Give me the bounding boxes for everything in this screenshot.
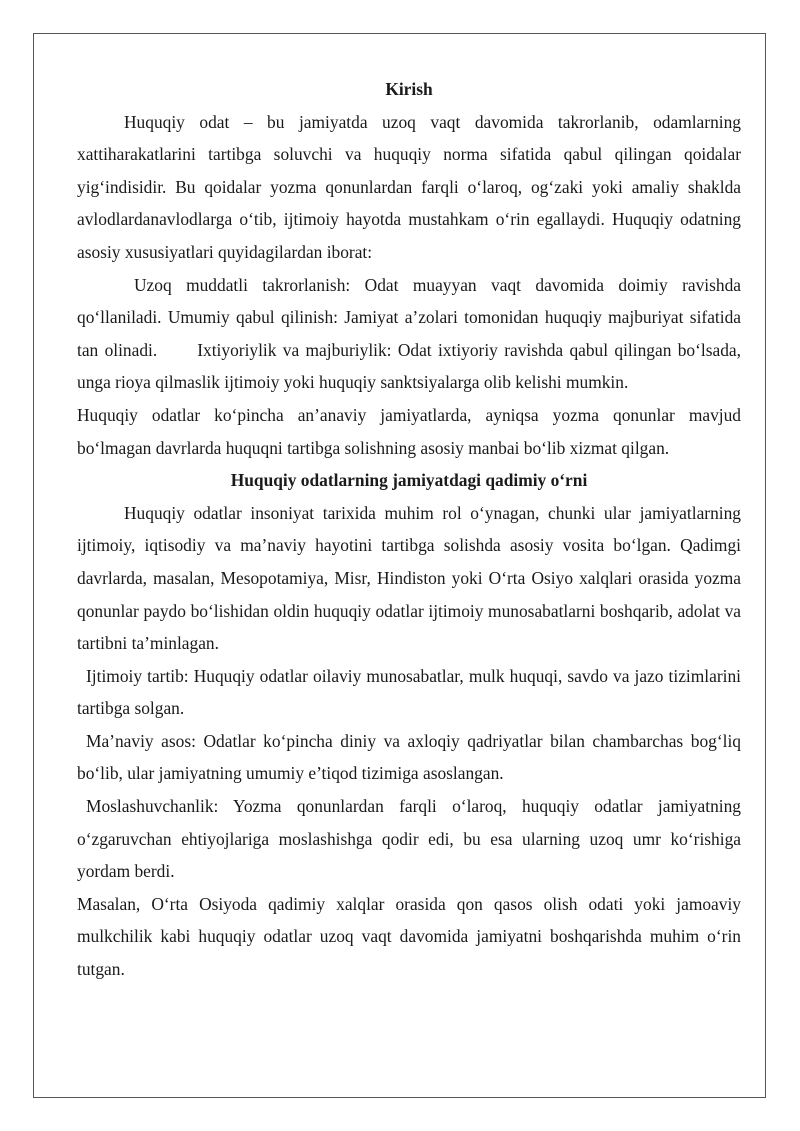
document-body [77,73,741,986]
section-2-paragraph-5: Masalan, O‘rta Osiyoda qadimiy xalqlar orasida qon qasos olish odati yoki jamoaviy mulkchilik kabi huquqiy odatlar uzoq vaqt davomida jamiyatni boshqarishda muhim o‘rin tutgan. [77,893,741,980]
intro-paragraph-1: Huquqiy odat – bu jamiyatda uzoq vaqt davomida takrorlanib, odamlarning xattiharakatlarini tartibga soluvchi va huquqiy norma sifatida qabul qilingan qoidalar yig‘indisidir. Bu qoidalar yozma qonunlardan farqli o‘laroq, og‘zaki yoki amaliy shaklda avlodlardanavlodlarga o‘tib, ijtimoiy hayotda mustahkam o‘rin egallaydi. Huquqiy odatning asosiy xususiyatlari quyidagilardan iborat: [77,111,741,262]
intro-paragraph-2a: Uzoq muddatli takrorlanish: Odat muayyan vaqt davomida doimiy ravishda qo‘llaniladi. Umumiy qabul qilinish: Jamiyat a’zolari tomonidan huquqiy majburiyat sifatida tan olinadi. [77,274,741,360]
intro-paragraph-2 [77,269,741,399]
section-2-heading: Huquqiy odatlarning jamiyatdagi qadimiy o‘rni [230,470,588,491]
section-2-paragraph-3: Ma’naviy asos: Odatlar ko‘pincha diniy va axloqiy qadriyatlar bilan chambarchas bog‘liq bo‘lib, ular jamiyatning umumiy e’tiqod tizimiga asoslangan. [77,730,741,784]
intro-heading: Kirish [385,79,433,99]
section-2-paragraph-2: Ijtimoiy tartib: Huquqiy odatlar oilaviy munosabatlar, mulk huquqi, savdo va jazo tizimlarini tartibga solgan. [77,665,741,719]
intro-paragraph-2b: Ixtiyoriylik va majburiylik: Odat ixtiyoriy ravishda qabul qilingan bo‘lsada, unga rioya qilmaslik ijtimoiy yoki huquqiy sanktsiyalarga olib kelishi mumkin. [77,339,741,393]
intro-paragraph-3: Huquqiy odatlar ko‘pincha an’anaviy jamiyatlarda, ayniqsa yozma qonunlar mavjud bo‘lmagan davrlarda huquqni tartibga solishning asosiy manbai bo‘lib xizmat qilgan. [77,404,741,458]
section-2-paragraph-1: Huquqiy odatlar insoniyat tarixida muhim rol o‘ynagan, chunki ular jamiyatlarning ijtimoiy, iqtisodiy va ma’naviy hayotini tartibga solishda asosiy vosita bo‘lgan. Qadimgi davrlarda, masalan, Mesopotamiya, Misr, Hindiston yoki O‘rta Osiyo xalqlari orasida yozma qonunlar paydo bo‘lishidan oldin huquqiy odatlar ijtimoiy munosabatlarni boshqarib, adolat va tartibni ta’minlagan. [77,502,741,654]
section-2-paragraph-4: Moslashuvchanlik: Yozma qonunlardan farqli o‘laroq, huquqiy odatlar jamiyatning o‘zgaruvchan ehtiyojlariga moslashishga qodir edi, bu esa ularning uzoq umr ko‘rishiga yordam berdi. [77,796,741,882]
